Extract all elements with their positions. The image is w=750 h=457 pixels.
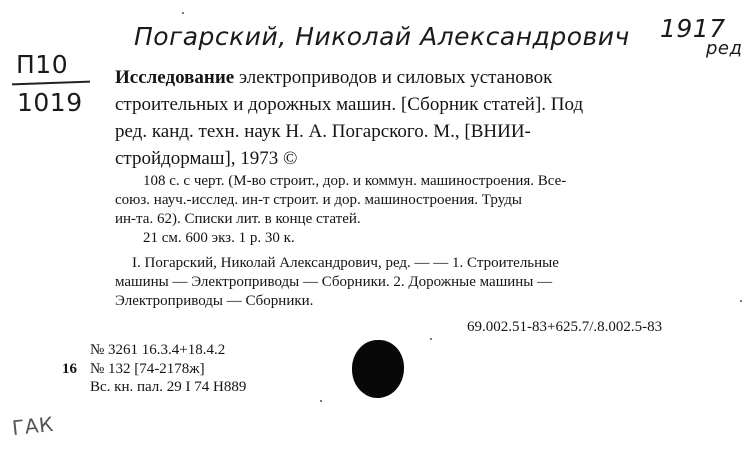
handwritten-author: Погарский, Николай Александрович [134, 22, 630, 51]
inventory-line-2: № 132 [74-2178ж] [90, 361, 205, 377]
speck [740, 300, 742, 302]
title-heading-word: Исследование [115, 67, 235, 88]
description-line-1: 108 с. с черт. (М-во строит., дор. и коммун. машиностроения. Все- [143, 173, 567, 189]
handwritten-corner-mark: ГАК [10, 411, 55, 441]
speck [320, 400, 322, 402]
title-line-4: стройдормаш], 1973 © [115, 148, 298, 169]
tracing-line-1: I. Погарский, Николай Александрович, ред. — — 1. Строительные [132, 255, 559, 271]
ink-blot [352, 340, 404, 398]
description-line-4: 21 см. 600 экз. 1 р. 30 к. [143, 230, 295, 246]
description-line-2: союз. науч.-исслед. ин-т строит. и дор. машиностроения. Труды [115, 192, 522, 208]
title-line-2: строительных и дорожных машин. [Сборник статей]. Под [115, 94, 584, 115]
title-line-1 [115, 66, 552, 90]
inventory-line-3: Вс. кн. пал. 29 I 74 Н889 [90, 379, 247, 395]
speck [430, 338, 432, 340]
classification-index: 69.002.51-83+625.7/.8.002.5-83 [467, 319, 663, 335]
speck [182, 12, 184, 14]
inventory-prefix: 16 [62, 361, 77, 377]
tracing-line-2: машины — Электроприводы — Сборники. 2. Дорожные машины — [115, 274, 553, 290]
shelf-mark-top: П10 [16, 50, 69, 79]
inventory-line-1: № 3261 16.3.4+18.4.2 [90, 342, 226, 358]
title-line-3: ред. канд. техн. наук Н. А. Погарского. М., [ВНИИ- [115, 121, 531, 142]
handwritten-role: ред [706, 38, 743, 59]
description-line-3: ин-та. 62). Списки лит. в конце статей. [115, 211, 361, 227]
handwritten-year: 1917 [660, 14, 726, 43]
tracing-line-3: Электроприводы — Сборники. [115, 293, 314, 309]
title-line-1-rest: электроприводов и силовых установок [234, 67, 553, 88]
shelf-mark-divider [12, 81, 90, 86]
shelf-mark-bottom: 1019 [17, 88, 83, 117]
